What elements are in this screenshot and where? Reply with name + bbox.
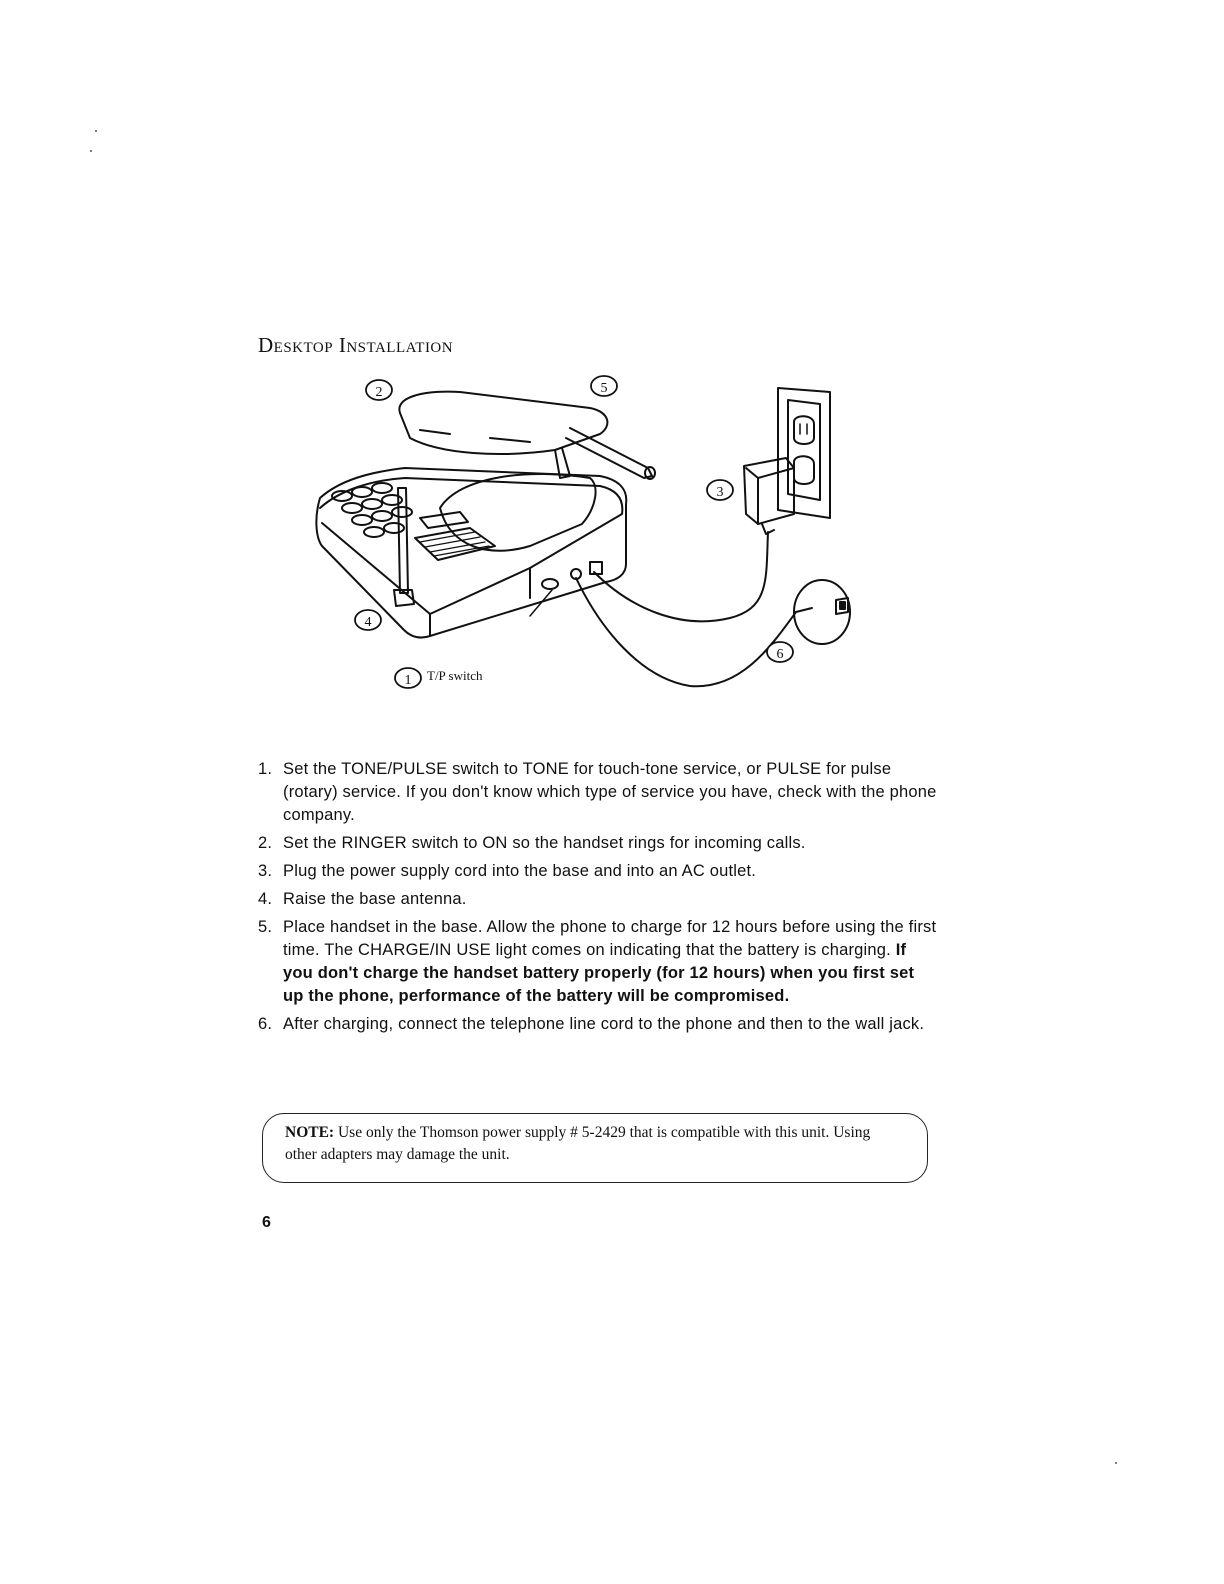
step-item xyxy=(258,1013,938,1036)
scan-speck xyxy=(1115,1462,1117,1464)
callout-3 xyxy=(707,480,733,500)
step-text: Set the TONE/PULSE switch to TONE for touch-tone service, or PULSE for pulse (rotary) service. If you don't know which type of service you have, check with the phone company. xyxy=(283,760,937,824)
callout-6 xyxy=(767,642,793,662)
step-number: 1. xyxy=(258,760,273,778)
step-number: 3. xyxy=(258,862,273,880)
phone-setup-drawing xyxy=(300,368,860,708)
step-item xyxy=(258,860,938,883)
step-number: 4. xyxy=(258,890,273,908)
section-heading: Desktop Installation xyxy=(258,333,454,357)
svg-text:4: 4 xyxy=(364,615,372,630)
step-text: Raise the base antenna. xyxy=(283,890,467,908)
power-adapter-drawing xyxy=(594,458,794,621)
svg-text:3: 3 xyxy=(716,485,724,500)
scan-speck xyxy=(95,130,97,132)
installation-illustration xyxy=(300,368,860,708)
step-item xyxy=(258,916,938,1008)
callout-1 xyxy=(395,668,421,688)
step-text: Set the RINGER switch to ON so the handset rings for incoming calls. xyxy=(283,834,806,852)
scan-speck xyxy=(90,150,92,152)
step-item xyxy=(258,832,938,855)
step-item xyxy=(258,758,938,827)
note-text: Use only the Thomson power supply # 5-2429 that is compatible with this unit. Using other adapters may damage the unit. xyxy=(285,1124,871,1163)
page-number: 6 xyxy=(262,1214,271,1231)
svg-text:5: 5 xyxy=(600,381,608,396)
wall-jack-drawing xyxy=(794,580,850,644)
step-number: 5. xyxy=(258,918,273,936)
step-number: 2. xyxy=(258,834,273,852)
step-text: After charging, connect the telephone line cord to the phone and then to the wall jack. xyxy=(283,1015,925,1033)
step-text: Plug the power supply cord into the base and into an AC outlet. xyxy=(283,862,757,880)
svg-text:6: 6 xyxy=(776,647,784,662)
switch-label: T/P switch xyxy=(427,668,483,683)
callout-2 xyxy=(366,380,392,400)
step-number: 6. xyxy=(258,1015,273,1033)
callout-5 xyxy=(591,376,617,396)
battery-warning: If you don't charge the handset battery properly (for 12 hours) when you first set up the phone, performance of the battery will be compromised. xyxy=(283,941,915,1005)
svg-text:1: 1 xyxy=(404,673,412,688)
note-box xyxy=(262,1113,928,1183)
note-label: NOTE: xyxy=(285,1124,335,1141)
callout-4 xyxy=(355,610,381,630)
handset-drawing xyxy=(399,392,655,479)
wall-outlet-drawing xyxy=(778,388,830,518)
setup-steps xyxy=(258,758,938,1041)
step-item xyxy=(258,888,938,911)
callouts xyxy=(355,376,793,688)
svg-text:2: 2 xyxy=(375,385,383,400)
line-cord-drawing xyxy=(576,578,812,686)
step-text: Place handset in the base. Allow the phone to charge for 12 hours before using the first time. The CHARGE/IN USE light comes on indicating that the battery is charging. xyxy=(283,918,937,959)
